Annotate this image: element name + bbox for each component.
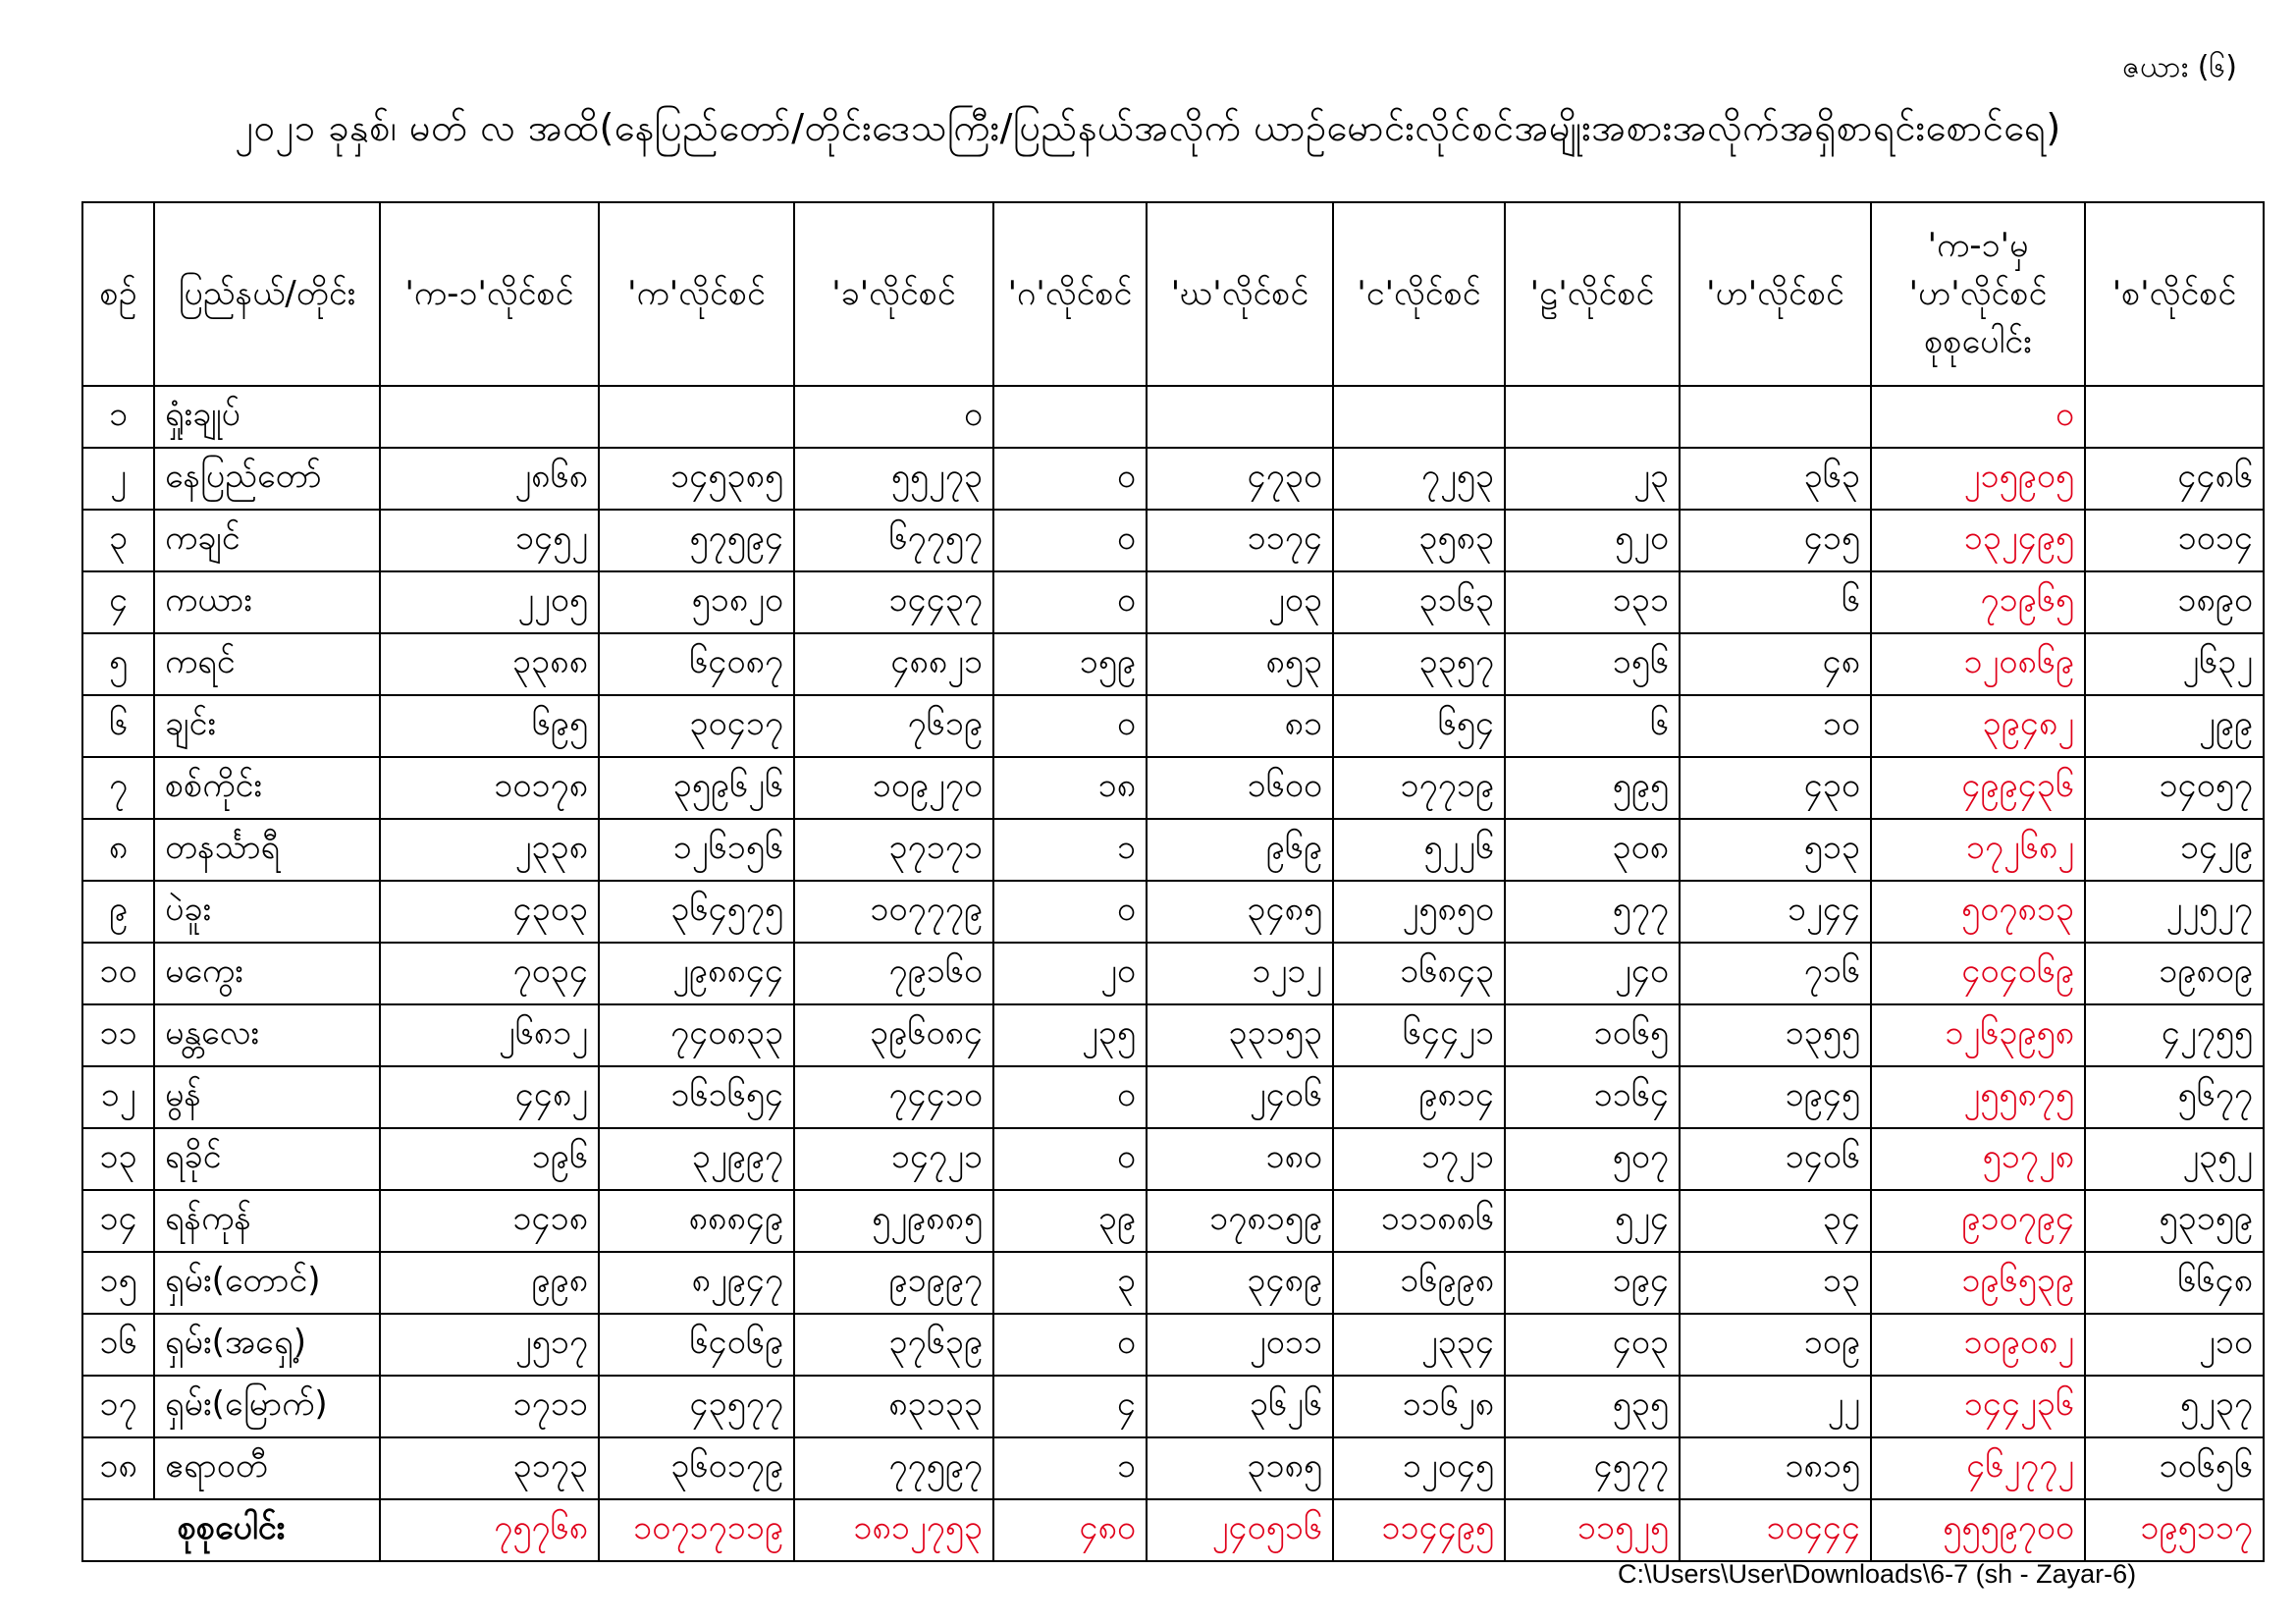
cell-gha: ၃၁၈၅ — [1147, 1437, 1333, 1499]
cell-region: နေပြည်တော် — [154, 448, 380, 510]
header-row — [82, 202, 2264, 386]
cell-ga: ၁၈ — [993, 757, 1147, 819]
cell-ka: ၄၃၅၇၇ — [599, 1376, 794, 1437]
cell-ga: ၁၅၉ — [993, 633, 1147, 695]
cell-region: စစ်ကိုင်း — [154, 757, 380, 819]
cell-gha: ၃၄၈၉ — [1147, 1252, 1333, 1314]
cell-kha: ၇၇၅၉၇ — [794, 1437, 993, 1499]
total-cell-nga: ၁၁၄၄၉၅ — [1333, 1499, 1505, 1561]
table-row — [82, 757, 2264, 819]
cell-ga: ၀ — [993, 510, 1147, 571]
cell-region: တနင်္သာရီ — [154, 819, 380, 881]
cell-nga: ၅၂၂၆ — [1333, 819, 1505, 881]
total-row — [82, 1499, 2264, 1561]
cell-sa: ၅၂၃၇ — [2085, 1376, 2264, 1437]
cell-kha: ၉၁၉၉၇ — [794, 1252, 993, 1314]
cell-sa: ၆၆၄၈ — [2085, 1252, 2264, 1314]
cell-ka: ၁၂၆၁၅၆ — [599, 819, 794, 881]
cell-lla: ၅၀၇ — [1505, 1128, 1680, 1190]
cell-sa: ၄၂၇၅၅ — [2085, 1004, 2264, 1066]
cell-ga: ၃ — [993, 1252, 1147, 1314]
cell-nga: ၃၁၆၃ — [1333, 571, 1505, 633]
cell-sa: ၁၉၈၀၉ — [2085, 943, 2264, 1004]
cell-ka: ၈၂၉၄၇ — [599, 1252, 794, 1314]
cell-gha: ၃၆၂၆ — [1147, 1376, 1333, 1437]
cell-subtotal: ၁၃၂၄၉၅ — [1871, 510, 2085, 571]
cell-sa: ၂၁၀ — [2085, 1314, 2264, 1376]
cell-gha: ၈၅၃ — [1147, 633, 1333, 695]
total-cell-ka1: ၇၅၇၆၈ — [380, 1499, 599, 1561]
cell-lla: ၅၂၄ — [1505, 1190, 1680, 1252]
col-header-ha: 'ဟ'လိုင်စင် — [1680, 202, 1871, 386]
cell-ka: ၃၆၄၅၇၅ — [599, 881, 794, 943]
cell-nga: ၉၈၁၄ — [1333, 1066, 1505, 1128]
cell-nga: ၂၅၈၅၀ — [1333, 881, 1505, 943]
total-cell-lla: ၁၁၅၂၅ — [1505, 1499, 1680, 1561]
cell-subtotal: ၄၉၉၄၃၆ — [1871, 757, 2085, 819]
cell-sa: ၁၄၂၉ — [2085, 819, 2264, 881]
cell-ha: ၆ — [1680, 571, 1871, 633]
cell-ka1: ၁၄၁၈ — [380, 1190, 599, 1252]
cell-ka1: ၁၇၁၁ — [380, 1376, 599, 1437]
cell-gha: ၁၆၀၀ — [1147, 757, 1333, 819]
cell-ha: ၁၉၄၅ — [1680, 1066, 1871, 1128]
cell-subtotal: ၂၅၅၈၇၅ — [1871, 1066, 2085, 1128]
cell-lla: ၅၉၅ — [1505, 757, 1680, 819]
table-row — [82, 1314, 2264, 1376]
cell-region: ကယား — [154, 571, 380, 633]
cell-no: ၂ — [82, 448, 154, 510]
cell-lla: ၁၉၄ — [1505, 1252, 1680, 1314]
cell-lla: ၅၇၇ — [1505, 881, 1680, 943]
cell-ha: ၂၂ — [1680, 1376, 1871, 1437]
col-header-sa: 'စ'လိုင်စင် — [2085, 202, 2264, 386]
cell-kha: ၁၀၉၂၇၀ — [794, 757, 993, 819]
cell-gha: ၁၂၁၂ — [1147, 943, 1333, 1004]
cell-gha: ၄၇၃၀ — [1147, 448, 1333, 510]
file-path-footer: C:\Users\User\Downloads\6-7 (sh - Zayar-6) — [1618, 1559, 2137, 1589]
table-row — [82, 819, 2264, 881]
cell-region: ကချင် — [154, 510, 380, 571]
cell-ka1: ၁၉၆ — [380, 1128, 599, 1190]
cell-no: ၁ — [82, 386, 154, 448]
cell-kha: ၇၉၁၆၀ — [794, 943, 993, 1004]
cell-sa: ၅၃၁၅၉ — [2085, 1190, 2264, 1252]
cell-region: ဧရာဝတီ — [154, 1437, 380, 1499]
cell-lla: ၁၁၆၄ — [1505, 1066, 1680, 1128]
cell-ga: ၀ — [993, 1314, 1147, 1376]
cell-ha: ၁၃၅၅ — [1680, 1004, 1871, 1066]
cell-ga: ၀ — [993, 695, 1147, 757]
cell-lla: ၅၂၀ — [1505, 510, 1680, 571]
cell-lla: ၁၃၁ — [1505, 571, 1680, 633]
cell-ka: ၂၉၈၈၄၄ — [599, 943, 794, 1004]
cell-lla: ၅၃၅ — [1505, 1376, 1680, 1437]
total-cell-sa: ၁၉၅၁၁၇ — [2085, 1499, 2264, 1561]
table-row — [82, 571, 2264, 633]
col-header-ga: 'ဂ'လိုင်စင် — [993, 202, 1147, 386]
cell-ka1 — [380, 386, 599, 448]
cell-ga: ၁ — [993, 819, 1147, 881]
cell-gha: ၃၃၁၅၃ — [1147, 1004, 1333, 1066]
cell-sa: ၂၃၅၂ — [2085, 1128, 2264, 1190]
cell-kha: ၃၇၆၃၉ — [794, 1314, 993, 1376]
cell-ka: ၇၄၀၈၃၃ — [599, 1004, 794, 1066]
cell-nga: ၇၂၅၃ — [1333, 448, 1505, 510]
cell-sa: ၄၄၈၆ — [2085, 448, 2264, 510]
cell-region: ရန်ကုန် — [154, 1190, 380, 1252]
cell-gha: ၈၁ — [1147, 695, 1333, 757]
col-header-no: စဉ် — [82, 202, 154, 386]
cell-ka: ၃၂၉၉၇ — [599, 1128, 794, 1190]
cell-subtotal: ၁၇၂၆၈၂ — [1871, 819, 2085, 881]
total-label: စုစုပေါင်း — [82, 1499, 380, 1561]
cell-subtotal: ၁၂၆၃၉၅၈ — [1871, 1004, 2085, 1066]
cell-ka: ၆၄၀၈၇ — [599, 633, 794, 695]
cell-lla: ၁၀၆၅ — [1505, 1004, 1680, 1066]
cell-ga: ၄ — [993, 1376, 1147, 1437]
cell-ka1: ၂၃၃၈ — [380, 819, 599, 881]
cell-no: ၁၀ — [82, 943, 154, 1004]
cell-nga: ၃၅၈၃ — [1333, 510, 1505, 571]
cell-ka: ၃၆၀၁၇၉ — [599, 1437, 794, 1499]
table-body — [82, 386, 2264, 1499]
cell-no: ၁၂ — [82, 1066, 154, 1128]
cell-subtotal: ၁၉၆၅၃၉ — [1871, 1252, 2085, 1314]
cell-region: ရှမ်း(အရှေ့) — [154, 1314, 380, 1376]
cell-subtotal: ၁၀၉၀၈၂ — [1871, 1314, 2085, 1376]
cell-region: ပဲခူး — [154, 881, 380, 943]
table-row — [82, 448, 2264, 510]
cell-no: ၁၇ — [82, 1376, 154, 1437]
cell-region: ကရင် — [154, 633, 380, 695]
table-row — [82, 1376, 2264, 1437]
cell-no: ၃ — [82, 510, 154, 571]
cell-ha: ၁၀၉ — [1680, 1314, 1871, 1376]
cell-ka1: ၄၄၈၂ — [380, 1066, 599, 1128]
cell-ha: ၁၂၄၄ — [1680, 881, 1871, 943]
col-header-gha: 'ဃ'လိုင်စင် — [1147, 202, 1333, 386]
cell-kha: ၁၄၄၃၇ — [794, 571, 993, 633]
cell-kha: ၈၃၁၃၃ — [794, 1376, 993, 1437]
cell-sa: ၂၆၃၂ — [2085, 633, 2264, 695]
cell-subtotal: ၁၄၄၂၃၆ — [1871, 1376, 2085, 1437]
cell-ka1: ၃၃၈၈ — [380, 633, 599, 695]
cell-ha: ၁၃ — [1680, 1252, 1871, 1314]
cell-gha: ၂၀၁၁ — [1147, 1314, 1333, 1376]
cell-region: မန္တလေး — [154, 1004, 380, 1066]
table-row — [82, 386, 2264, 448]
cell-lla: ၃၀၈ — [1505, 819, 1680, 881]
cell-gha: ၁၁၇၄ — [1147, 510, 1333, 571]
cell-nga — [1333, 386, 1505, 448]
cell-ha: ၄၈ — [1680, 633, 1871, 695]
cell-nga: ၁၇၇၁၉ — [1333, 757, 1505, 819]
cell-region: ရှုံးချုပ် — [154, 386, 380, 448]
cell-gha — [1147, 386, 1333, 448]
total-cell-gha: ၂၄၀၅၁၆ — [1147, 1499, 1333, 1561]
cell-ka1: ၁၄၅၂ — [380, 510, 599, 571]
cell-ga: ၂၀ — [993, 943, 1147, 1004]
table-row — [82, 943, 2264, 1004]
col-header-region: ပြည်နယ်/တိုင်း — [154, 202, 380, 386]
cell-gha: ၃၄၈၅ — [1147, 881, 1333, 943]
cell-ka: ၃၅၉၆၂၆ — [599, 757, 794, 819]
cell-kha: ၃၇၁၇၁ — [794, 819, 993, 881]
cell-kha: ၇၆၁၉ — [794, 695, 993, 757]
col-header-kha: 'ခ'လိုင်စင် — [794, 202, 993, 386]
cell-no: ၇ — [82, 757, 154, 819]
table-row — [82, 510, 2264, 571]
cell-lla — [1505, 386, 1680, 448]
cell-no: ၆ — [82, 695, 154, 757]
cell-ga: ၁ — [993, 1437, 1147, 1499]
cell-ka1: ၂၆၈၁၂ — [380, 1004, 599, 1066]
cell-subtotal: ၂၁၅၉၀၅ — [1871, 448, 2085, 510]
cell-kha: ၁၄၇၂၁ — [794, 1128, 993, 1190]
cell-ha: ၃၆၃ — [1680, 448, 1871, 510]
table-row — [82, 633, 2264, 695]
cell-region: ချင်း — [154, 695, 380, 757]
license-table — [81, 201, 2265, 1562]
cell-lla: ၂၄၀ — [1505, 943, 1680, 1004]
cell-ka: ၁၆၁၆၅၄ — [599, 1066, 794, 1128]
cell-nga: ၁၂၀၄၅ — [1333, 1437, 1505, 1499]
cell-region: မွန် — [154, 1066, 380, 1128]
cell-kha: ၃၉၆၀၈၄ — [794, 1004, 993, 1066]
total-cell-ka: ၁၀၇၁၇၁၁၉ — [599, 1499, 794, 1561]
cell-region: ရှမ်း(မြောက်) — [154, 1376, 380, 1437]
cell-ka: ၁၄၅၃၈၅ — [599, 448, 794, 510]
cell-no: ၁၄ — [82, 1190, 154, 1252]
table-row — [82, 1004, 2264, 1066]
cell-kha: ၁၀၇၇၇၉ — [794, 881, 993, 943]
cell-gha: ၁၈၀ — [1147, 1128, 1333, 1190]
cell-ga: ၀ — [993, 881, 1147, 943]
cell-lla: ၂၃ — [1505, 448, 1680, 510]
cell-region: မကွေး — [154, 943, 380, 1004]
cell-sa: ၁၄၀၅၇ — [2085, 757, 2264, 819]
col-header-lla: 'ဠ'လိုင်စင် — [1505, 202, 1680, 386]
annex-label: ဇယား (၆) — [2122, 50, 2237, 84]
cell-subtotal: ၅၁၇၂၈ — [1871, 1128, 2085, 1190]
cell-lla: ၄၅၇၇ — [1505, 1437, 1680, 1499]
cell-ga: ၀ — [993, 571, 1147, 633]
cell-nga: ၁၁၆၂၈ — [1333, 1376, 1505, 1437]
cell-subtotal: ၉၁၀၇၉၄ — [1871, 1190, 2085, 1252]
cell-nga: ၁၁၁၈၈၆ — [1333, 1190, 1505, 1252]
cell-sa: ၂၉၉ — [2085, 695, 2264, 757]
cell-subtotal: ၃၉၄၈၂ — [1871, 695, 2085, 757]
cell-no: ၁၆ — [82, 1314, 154, 1376]
cell-no: ၁၈ — [82, 1437, 154, 1499]
cell-ka1: ၉၉၈ — [380, 1252, 599, 1314]
cell-subtotal: ၇၁၉၆၅ — [1871, 571, 2085, 633]
cell-subtotal: ၁၂၀၈၆၉ — [1871, 633, 2085, 695]
cell-ha: ၁၈၁၅ — [1680, 1437, 1871, 1499]
col-header-ka: 'က'လိုင်စင် — [599, 202, 794, 386]
cell-ka1: ၂၅၁၇ — [380, 1314, 599, 1376]
cell-ha: ၅၁၃ — [1680, 819, 1871, 881]
cell-lla: ၁၅၆ — [1505, 633, 1680, 695]
cell-sa: ၁၀၁၄ — [2085, 510, 2264, 571]
cell-ka1: ၂၈၆၈ — [380, 448, 599, 510]
col-header-subtotal: 'က-၁'မှ 'ဟ'လိုင်စင် စုစုပေါင်း — [1871, 202, 2085, 386]
table-row — [82, 1437, 2264, 1499]
cell-no: ၁၅ — [82, 1252, 154, 1314]
total-cell-subtotal: ၅၅၅၉၇၀၀ — [1871, 1499, 2085, 1561]
cell-ga: ၀ — [993, 1128, 1147, 1190]
cell-no: ၄ — [82, 571, 154, 633]
cell-subtotal: ၅၀၇၈၁၃ — [1871, 881, 2085, 943]
cell-lla: ၆ — [1505, 695, 1680, 757]
cell-ha — [1680, 386, 1871, 448]
cell-ka1: ၂၂၀၅ — [380, 571, 599, 633]
cell-ka1: ၆၉၅ — [380, 695, 599, 757]
total-cell-kha: ၁၈၁၂၇၅၃ — [794, 1499, 993, 1561]
cell-ka1: ၄၃၀၃ — [380, 881, 599, 943]
cell-nga: ၁၆၉၉၈ — [1333, 1252, 1505, 1314]
cell-lla: ၄၀၃ — [1505, 1314, 1680, 1376]
cell-region: ရခိုင် — [154, 1128, 380, 1190]
cell-nga: ၆၄၄၂၁ — [1333, 1004, 1505, 1066]
cell-ha: ၁၄၀၆ — [1680, 1128, 1871, 1190]
cell-no: ၁၃ — [82, 1128, 154, 1190]
col-header-ka1: 'က-၁'လိုင်စင် — [380, 202, 599, 386]
cell-sa: ၂၂၅၂၇ — [2085, 881, 2264, 943]
table-row — [82, 695, 2264, 757]
cell-ka1: ၃၁၇၃ — [380, 1437, 599, 1499]
cell-nga: ၃၃၅၇ — [1333, 633, 1505, 695]
cell-kha: ၆၇၇၅၇ — [794, 510, 993, 571]
cell-kha: ၄၈၈၂၁ — [794, 633, 993, 695]
cell-subtotal: ၄၆၂၇၇၂ — [1871, 1437, 2085, 1499]
cell-ka — [599, 386, 794, 448]
cell-gha: ၂၄၀၆ — [1147, 1066, 1333, 1128]
cell-gha: ၉၆၉ — [1147, 819, 1333, 881]
cell-ha: ၁၀ — [1680, 695, 1871, 757]
cell-gha: ၂၀၃ — [1147, 571, 1333, 633]
page-title: ၂၀၂၁ ခုနှစ်၊ မတ် လ အထိ(နေပြည်တော်/တိုင်းဒေသကြီး/ပြည်နယ်အလိုက် ယာဉ်မောင်းလိုင်စင်အမျိုးအစားအလိုက်အရှိစာရင်းစောင်ရေ) — [235, 106, 2061, 149]
cell-ga: ၂၃၅ — [993, 1004, 1147, 1066]
cell-kha: ၇၄၄၁၀ — [794, 1066, 993, 1128]
cell-no: ၁၁ — [82, 1004, 154, 1066]
table-row — [82, 1252, 2264, 1314]
cell-no: ၅ — [82, 633, 154, 695]
cell-sa: ၅၆၇၇ — [2085, 1066, 2264, 1128]
cell-ka: ၈၈၈၄၉ — [599, 1190, 794, 1252]
table-row — [82, 1190, 2264, 1252]
cell-ha: ၇၁၆ — [1680, 943, 1871, 1004]
table-row — [82, 881, 2264, 943]
cell-gha: ၁၇၈၁၅၉ — [1147, 1190, 1333, 1252]
cell-ka: ၃၀၄၁၇ — [599, 695, 794, 757]
cell-ha: ၃၄ — [1680, 1190, 1871, 1252]
cell-kha: ၀ — [794, 386, 993, 448]
col-header-nga: 'င'လိုင်စင် — [1333, 202, 1505, 386]
cell-ka: ၆၄၀၆၉ — [599, 1314, 794, 1376]
cell-kha: ၅၅၂၇၃ — [794, 448, 993, 510]
cell-ga: ၀ — [993, 1066, 1147, 1128]
cell-nga: ၂၃၃၄ — [1333, 1314, 1505, 1376]
cell-subtotal: ၀ — [1871, 386, 2085, 448]
cell-sa: ၁၈၉၀ — [2085, 571, 2264, 633]
cell-ka1: ၁၀၁၇၈ — [380, 757, 599, 819]
cell-ka: ၅၇၅၉၄ — [599, 510, 794, 571]
cell-no: ၈ — [82, 819, 154, 881]
cell-ka: ၅၁၈၂၀ — [599, 571, 794, 633]
total-cell-ha: ၁၀၄၄၄ — [1680, 1499, 1871, 1561]
cell-ka1: ၇၀၃၄ — [380, 943, 599, 1004]
cell-sa — [2085, 386, 2264, 448]
table-row — [82, 1066, 2264, 1128]
cell-nga: ၁၆၈၄၃ — [1333, 943, 1505, 1004]
cell-no: ၉ — [82, 881, 154, 943]
cell-sa: ၁၀၆၅၆ — [2085, 1437, 2264, 1499]
table-row — [82, 1128, 2264, 1190]
cell-kha: ၅၂၉၈၈၅ — [794, 1190, 993, 1252]
cell-ga — [993, 386, 1147, 448]
cell-ga: ၃၉ — [993, 1190, 1147, 1252]
cell-nga: ၁၇၂၁ — [1333, 1128, 1505, 1190]
cell-subtotal: ၄၀၄၀၆၉ — [1871, 943, 2085, 1004]
cell-ha: ၄၁၅ — [1680, 510, 1871, 571]
total-cell-ga: ၄၈၀ — [993, 1499, 1147, 1561]
cell-ga: ၀ — [993, 448, 1147, 510]
cell-ha: ၄၃၀ — [1680, 757, 1871, 819]
cell-region: ရှမ်း(တောင်) — [154, 1252, 380, 1314]
cell-nga: ၆၅၄ — [1333, 695, 1505, 757]
